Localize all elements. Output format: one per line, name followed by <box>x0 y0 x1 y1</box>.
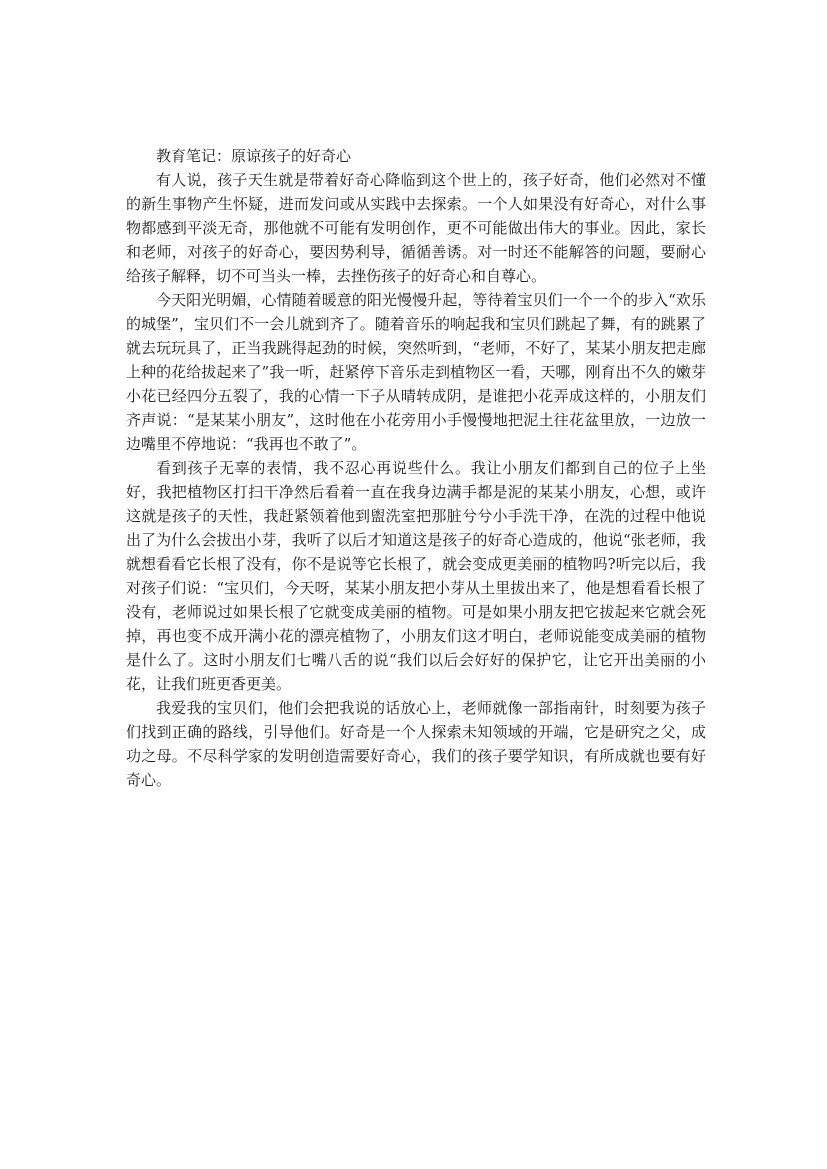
paragraph-story: 今天阳光明媚，心情随着暖意的阳光慢慢升起，等待着宝贝们一个一个的步入“欢乐的城堡”，宝贝们不一会儿就到齐了。随着音乐的响起我和宝贝们跳起了舞，有的跳累了就去玩玩具了，正当我跳得起劲的时候，突然听到，“老师，不好了，某某小朋友把走廊上种的花给拔起来了”我一听，赶紧停下音乐走到植物区一看，天哪，刚育出不久的嫩芽小花已经四分五裂了，我的心情一下子从晴转成阴，是谁把小花弄成这样的，小朋友们齐声说：“是某某小朋友”，这时他在小花旁用小手慢慢地把泥土往花盆里放，一边放一边嘴里不停地说：“我再也不敢了”。 <box>126 291 706 453</box>
document-body <box>126 144 706 792</box>
document-title: 教育笔记：原谅孩子的好奇心 <box>156 147 352 165</box>
paragraph-reflection: 看到孩子无辜的表情，我不忍心再说些什么。我让小朋友们都到自己的位子上坐好，我把植物区打扫干净然后看着一直在我身边满手都是泥的某某小朋友，心想，或许这就是孩子的天性，我赶紧领着他到盥洗室把那脏兮兮小手洗干净，在洗的过程中他说出了为什么会拔出小芽，我听了以后才知道这是孩子的好奇心造成的，他说“张老师，我就想看看它长根了没有，你不是说等它长根了，就会变成更美丽的植物吗?听完以后，我对孩子们说：“宝贝们，今天呀，某某小朋友把小芽从土里拔出来了，他是想看看长根了没有，老师说过如果长根了它就变成美丽的植物。可是如果小朋友把它拔起来它就会死掉，再也变不成开满小花的漂亮植物了，小朋友们这才明白，老师说能变成美丽的植物是什么了。这时小朋友们七嘴八舌的说“我们以后会好好的保护它，让它开出美丽的小花，让我们班更香更美。 <box>126 459 706 693</box>
paragraph-intro: 有人说，孩子天生就是带着好奇心降临到这个世上的，孩子好奇，他们必然对不懂的新生事物产生怀疑，进而发问或从实践中去探索。一个人如果没有好奇心，对什么事物都感到平淡无奇，那他就不可能有发明创作，更不可能做出伟大的事业。因此，家长和老师，对孩子的好奇心，要因势利导，循循善诱。对一时还不能解答的问题，要耐心给孩子解释，切不可当头一棒，去挫伤孩子的好奇心和自尊心。 <box>126 171 706 285</box>
paragraph-conclusion: 我爱我的宝贝们，他们会把我说的话放心上，老师就像一部指南针，时刻要为孩子们找到正确的路线，引导他们。好奇是一个人探索未知领域的开端，它是研究之父，成功之母。不尽科学家的发明创造需要好奇心，我们的孩子要学知识，有所成就也要有好奇心。 <box>126 699 706 789</box>
